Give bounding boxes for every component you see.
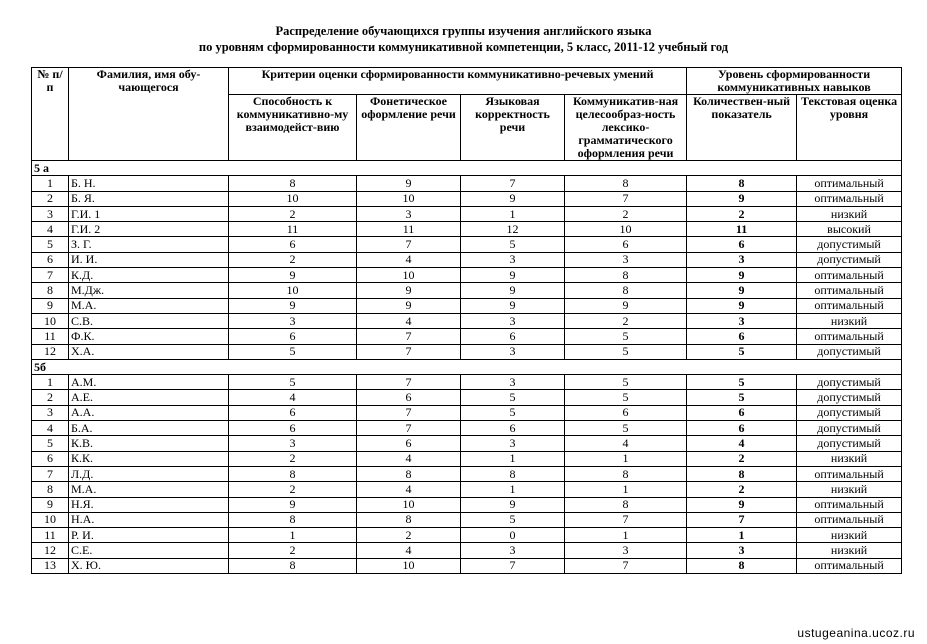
group-row xyxy=(32,161,902,176)
score-lexico-grammar: 3 xyxy=(565,543,687,558)
score-lexico-grammar: 5 xyxy=(565,390,687,405)
student-name: С.Е. xyxy=(69,543,229,558)
level-text: оптимальный xyxy=(797,558,902,573)
score-communication: 2 xyxy=(229,543,357,558)
table-row xyxy=(32,283,902,298)
row-number: 4 xyxy=(32,222,69,237)
quantitative-score: 1 xyxy=(687,528,797,543)
student-name: Х.А. xyxy=(69,344,229,359)
student-name: К.К. xyxy=(69,451,229,466)
level-text: допустимый xyxy=(797,421,902,436)
header-criteria: Критерии оценки сформированности коммуникативно-речевых умений xyxy=(229,68,687,95)
row-number: 2 xyxy=(32,390,69,405)
quantitative-score: 9 xyxy=(687,298,797,313)
table-row xyxy=(32,451,902,466)
score-lexico-grammar: 2 xyxy=(565,313,687,328)
student-name: Л.Д. xyxy=(69,466,229,481)
score-correctness: 9 xyxy=(461,298,565,313)
level-text: допустимый xyxy=(797,344,902,359)
score-correctness: 3 xyxy=(461,543,565,558)
score-correctness: 3 xyxy=(461,375,565,390)
level-text: допустимый xyxy=(797,390,902,405)
score-communication: 5 xyxy=(229,344,357,359)
score-communication: 8 xyxy=(229,176,357,191)
score-lexico-grammar: 5 xyxy=(565,344,687,359)
score-lexico-grammar: 4 xyxy=(565,436,687,451)
score-phonetics: 8 xyxy=(357,466,461,481)
table-row xyxy=(32,466,902,481)
group-row xyxy=(32,359,902,374)
score-communication: 6 xyxy=(229,421,357,436)
student-name: Г.И. 2 xyxy=(69,222,229,237)
header-criterion-lexico-grammar: Коммуникатив-ная целесообраз-ность лексико-грамматического оформления речи xyxy=(565,95,687,161)
score-lexico-grammar: 6 xyxy=(565,405,687,420)
quantitative-score: 3 xyxy=(687,252,797,267)
score-phonetics: 10 xyxy=(357,497,461,512)
table-row xyxy=(32,543,902,558)
score-correctness: 0 xyxy=(461,528,565,543)
score-correctness: 9 xyxy=(461,283,565,298)
row-number: 13 xyxy=(32,558,69,573)
quantitative-score: 6 xyxy=(687,421,797,436)
student-name: Б. Я. xyxy=(69,191,229,206)
level-text: низкий xyxy=(797,451,902,466)
level-text: низкий xyxy=(797,482,902,497)
score-correctness: 3 xyxy=(461,436,565,451)
table-row xyxy=(32,512,902,527)
row-number: 3 xyxy=(32,206,69,221)
student-name: Х. Ю. xyxy=(69,558,229,573)
header-level: Уровень сформированности коммуникативных навыков xyxy=(687,68,902,95)
quantitative-score: 9 xyxy=(687,283,797,298)
quantitative-score: 8 xyxy=(687,466,797,481)
row-number: 7 xyxy=(32,466,69,481)
score-lexico-grammar: 7 xyxy=(565,558,687,573)
header-num: № п/п xyxy=(32,68,69,161)
table-row xyxy=(32,237,902,252)
score-lexico-grammar: 9 xyxy=(565,298,687,313)
quantitative-score: 2 xyxy=(687,482,797,497)
score-phonetics: 10 xyxy=(357,558,461,573)
student-name: А.А. xyxy=(69,405,229,420)
score-correctness: 8 xyxy=(461,466,565,481)
score-lexico-grammar: 5 xyxy=(565,329,687,344)
level-text: оптимальный xyxy=(797,298,902,313)
level-text: высокий xyxy=(797,222,902,237)
row-number: 12 xyxy=(32,543,69,558)
student-name: М.А. xyxy=(69,482,229,497)
student-name: И. И. xyxy=(69,252,229,267)
score-phonetics: 7 xyxy=(357,237,461,252)
table-row xyxy=(32,558,902,573)
score-lexico-grammar: 1 xyxy=(565,528,687,543)
level-text: низкий xyxy=(797,313,902,328)
score-lexico-grammar: 8 xyxy=(565,176,687,191)
table-row xyxy=(32,268,902,283)
score-phonetics: 4 xyxy=(357,482,461,497)
score-correctness: 1 xyxy=(461,451,565,466)
row-number: 2 xyxy=(32,191,69,206)
level-text: оптимальный xyxy=(797,497,902,512)
score-correctness: 5 xyxy=(461,512,565,527)
score-communication: 2 xyxy=(229,252,357,267)
score-phonetics: 6 xyxy=(357,436,461,451)
score-communication: 4 xyxy=(229,390,357,405)
score-lexico-grammar: 5 xyxy=(565,375,687,390)
score-communication: 8 xyxy=(229,466,357,481)
score-communication: 5 xyxy=(229,375,357,390)
group-label: 5 а xyxy=(32,161,902,176)
student-name: Б.А. xyxy=(69,421,229,436)
quantitative-score: 3 xyxy=(687,543,797,558)
score-correctness: 6 xyxy=(461,421,565,436)
student-name: Н.А. xyxy=(69,512,229,527)
student-name: Г.И. 1 xyxy=(69,206,229,221)
score-communication: 11 xyxy=(229,222,357,237)
score-lexico-grammar: 8 xyxy=(565,466,687,481)
score-communication: 6 xyxy=(229,405,357,420)
level-text: оптимальный xyxy=(797,512,902,527)
score-lexico-grammar: 8 xyxy=(565,268,687,283)
row-number: 9 xyxy=(32,298,69,313)
score-correctness: 7 xyxy=(461,558,565,573)
score-communication: 6 xyxy=(229,237,357,252)
document-title xyxy=(0,23,927,55)
student-name: З. Г. xyxy=(69,237,229,252)
title-line-2: по уровням сформированности коммуникативной компетенции, 5 класс, 2011-12 учебный год xyxy=(198,40,729,54)
score-communication: 3 xyxy=(229,313,357,328)
table-row xyxy=(32,405,902,420)
student-name: М.Дж. xyxy=(69,283,229,298)
score-communication: 9 xyxy=(229,298,357,313)
score-communication: 1 xyxy=(229,528,357,543)
score-lexico-grammar: 6 xyxy=(565,237,687,252)
table-row xyxy=(32,252,902,267)
score-phonetics: 10 xyxy=(357,191,461,206)
score-communication: 3 xyxy=(229,436,357,451)
score-correctness: 3 xyxy=(461,313,565,328)
score-correctness: 5 xyxy=(461,237,565,252)
score-phonetics: 2 xyxy=(357,528,461,543)
level-text: оптимальный xyxy=(797,268,902,283)
score-phonetics: 9 xyxy=(357,283,461,298)
row-number: 7 xyxy=(32,268,69,283)
level-text: оптимальный xyxy=(797,191,902,206)
table-row xyxy=(32,298,902,313)
score-lexico-grammar: 10 xyxy=(565,222,687,237)
level-text: допустимый xyxy=(797,436,902,451)
score-correctness: 1 xyxy=(461,482,565,497)
score-communication: 6 xyxy=(229,329,357,344)
score-phonetics: 7 xyxy=(357,375,461,390)
table-row xyxy=(32,222,902,237)
header-text-level: Текстовая оценка уровня xyxy=(797,95,902,161)
title-line-1: Распределение обучающихся группы изучения английского языка xyxy=(275,24,652,38)
score-communication: 8 xyxy=(229,512,357,527)
level-text: оптимальный xyxy=(797,466,902,481)
table-row xyxy=(32,329,902,344)
score-correctness: 6 xyxy=(461,329,565,344)
table-row xyxy=(32,482,902,497)
watermark: ustugeanina.ucoz.ru xyxy=(797,626,915,640)
row-number: 9 xyxy=(32,497,69,512)
row-number: 6 xyxy=(32,451,69,466)
score-correctness: 9 xyxy=(461,497,565,512)
level-text: допустимый xyxy=(797,237,902,252)
score-lexico-grammar: 2 xyxy=(565,206,687,221)
score-lexico-grammar: 5 xyxy=(565,421,687,436)
score-lexico-grammar: 7 xyxy=(565,512,687,527)
student-name: М.А. xyxy=(69,298,229,313)
results-table xyxy=(31,67,902,574)
level-text: низкий xyxy=(797,543,902,558)
score-communication: 9 xyxy=(229,268,357,283)
level-text: оптимальный xyxy=(797,329,902,344)
quantitative-score: 6 xyxy=(687,329,797,344)
score-phonetics: 4 xyxy=(357,451,461,466)
quantitative-score: 8 xyxy=(687,176,797,191)
row-number: 5 xyxy=(32,237,69,252)
row-number: 8 xyxy=(32,283,69,298)
row-number: 3 xyxy=(32,405,69,420)
score-correctness: 7 xyxy=(461,176,565,191)
row-number: 11 xyxy=(32,329,69,344)
score-communication: 10 xyxy=(229,283,357,298)
quantitative-score: 8 xyxy=(687,558,797,573)
score-phonetics: 11 xyxy=(357,222,461,237)
score-communication: 2 xyxy=(229,451,357,466)
score-communication: 2 xyxy=(229,206,357,221)
level-text: оптимальный xyxy=(797,283,902,298)
score-correctness: 5 xyxy=(461,405,565,420)
score-phonetics: 8 xyxy=(357,512,461,527)
level-text: допустимый xyxy=(797,375,902,390)
quantitative-score: 6 xyxy=(687,405,797,420)
score-correctness: 12 xyxy=(461,222,565,237)
score-correctness: 9 xyxy=(461,191,565,206)
score-correctness: 3 xyxy=(461,344,565,359)
score-phonetics: 9 xyxy=(357,298,461,313)
header-criterion-communication: Способность к коммуникативно-му взаимодейст-вию xyxy=(229,95,357,161)
level-text: допустимый xyxy=(797,252,902,267)
student-name: К.В. xyxy=(69,436,229,451)
table-row xyxy=(32,421,902,436)
row-number: 1 xyxy=(32,375,69,390)
student-name: Б. Н. xyxy=(69,176,229,191)
score-lexico-grammar: 1 xyxy=(565,482,687,497)
student-name: Р. И. xyxy=(69,528,229,543)
quantitative-score: 4 xyxy=(687,436,797,451)
score-phonetics: 7 xyxy=(357,421,461,436)
header-criterion-phonetics: Фонетическое оформление речи xyxy=(357,95,461,161)
quantitative-score: 5 xyxy=(687,390,797,405)
quantitative-score: 6 xyxy=(687,237,797,252)
header-criterion-correctness: Языковая корректность речи xyxy=(461,95,565,161)
score-communication: 8 xyxy=(229,558,357,573)
row-number: 10 xyxy=(32,313,69,328)
level-text: допустимый xyxy=(797,405,902,420)
table-row xyxy=(32,344,902,359)
quantitative-score: 9 xyxy=(687,497,797,512)
score-phonetics: 10 xyxy=(357,268,461,283)
row-number: 5 xyxy=(32,436,69,451)
table-body xyxy=(32,161,902,574)
table-row xyxy=(32,436,902,451)
score-phonetics: 4 xyxy=(357,543,461,558)
student-name: Ф.К. xyxy=(69,329,229,344)
score-communication: 9 xyxy=(229,497,357,512)
score-phonetics: 9 xyxy=(357,176,461,191)
student-name: К.Д. xyxy=(69,268,229,283)
level-text: низкий xyxy=(797,206,902,221)
header-quantitative: Количествен-ный показатель xyxy=(687,95,797,161)
quantitative-score: 7 xyxy=(687,512,797,527)
row-number: 8 xyxy=(32,482,69,497)
student-name: А.Е. xyxy=(69,390,229,405)
score-phonetics: 4 xyxy=(357,313,461,328)
group-label: 5б xyxy=(32,359,902,374)
student-name: С.В. xyxy=(69,313,229,328)
score-phonetics: 7 xyxy=(357,344,461,359)
quantitative-score: 11 xyxy=(687,222,797,237)
table-row xyxy=(32,528,902,543)
score-phonetics: 7 xyxy=(357,329,461,344)
score-phonetics: 3 xyxy=(357,206,461,221)
table-row xyxy=(32,313,902,328)
row-number: 4 xyxy=(32,421,69,436)
quantitative-score: 5 xyxy=(687,344,797,359)
row-number: 1 xyxy=(32,176,69,191)
level-text: оптимальный xyxy=(797,176,902,191)
quantitative-score: 9 xyxy=(687,268,797,283)
student-name: Н.Я. xyxy=(69,497,229,512)
level-text: низкий xyxy=(797,528,902,543)
score-communication: 2 xyxy=(229,482,357,497)
score-correctness: 3 xyxy=(461,252,565,267)
score-phonetics: 4 xyxy=(357,252,461,267)
table-row xyxy=(32,206,902,221)
row-number: 6 xyxy=(32,252,69,267)
row-number: 12 xyxy=(32,344,69,359)
table-row xyxy=(32,191,902,206)
score-correctness: 1 xyxy=(461,206,565,221)
quantitative-score: 5 xyxy=(687,375,797,390)
score-communication: 10 xyxy=(229,191,357,206)
student-name: А.М. xyxy=(69,375,229,390)
score-phonetics: 7 xyxy=(357,405,461,420)
header-name: Фамилия, имя обу-чающегося xyxy=(69,68,229,161)
score-phonetics: 6 xyxy=(357,390,461,405)
table-row xyxy=(32,497,902,512)
score-correctness: 5 xyxy=(461,390,565,405)
score-lexico-grammar: 1 xyxy=(565,451,687,466)
quantitative-score: 2 xyxy=(687,206,797,221)
score-lexico-grammar: 8 xyxy=(565,497,687,512)
score-lexico-grammar: 7 xyxy=(565,191,687,206)
score-lexico-grammar: 8 xyxy=(565,283,687,298)
row-number: 10 xyxy=(32,512,69,527)
quantitative-score: 9 xyxy=(687,191,797,206)
score-correctness: 9 xyxy=(461,268,565,283)
table-row xyxy=(32,375,902,390)
row-number: 11 xyxy=(32,528,69,543)
quantitative-score: 3 xyxy=(687,313,797,328)
table-row xyxy=(32,176,902,191)
score-lexico-grammar: 3 xyxy=(565,252,687,267)
quantitative-score: 2 xyxy=(687,451,797,466)
table-row xyxy=(32,390,902,405)
